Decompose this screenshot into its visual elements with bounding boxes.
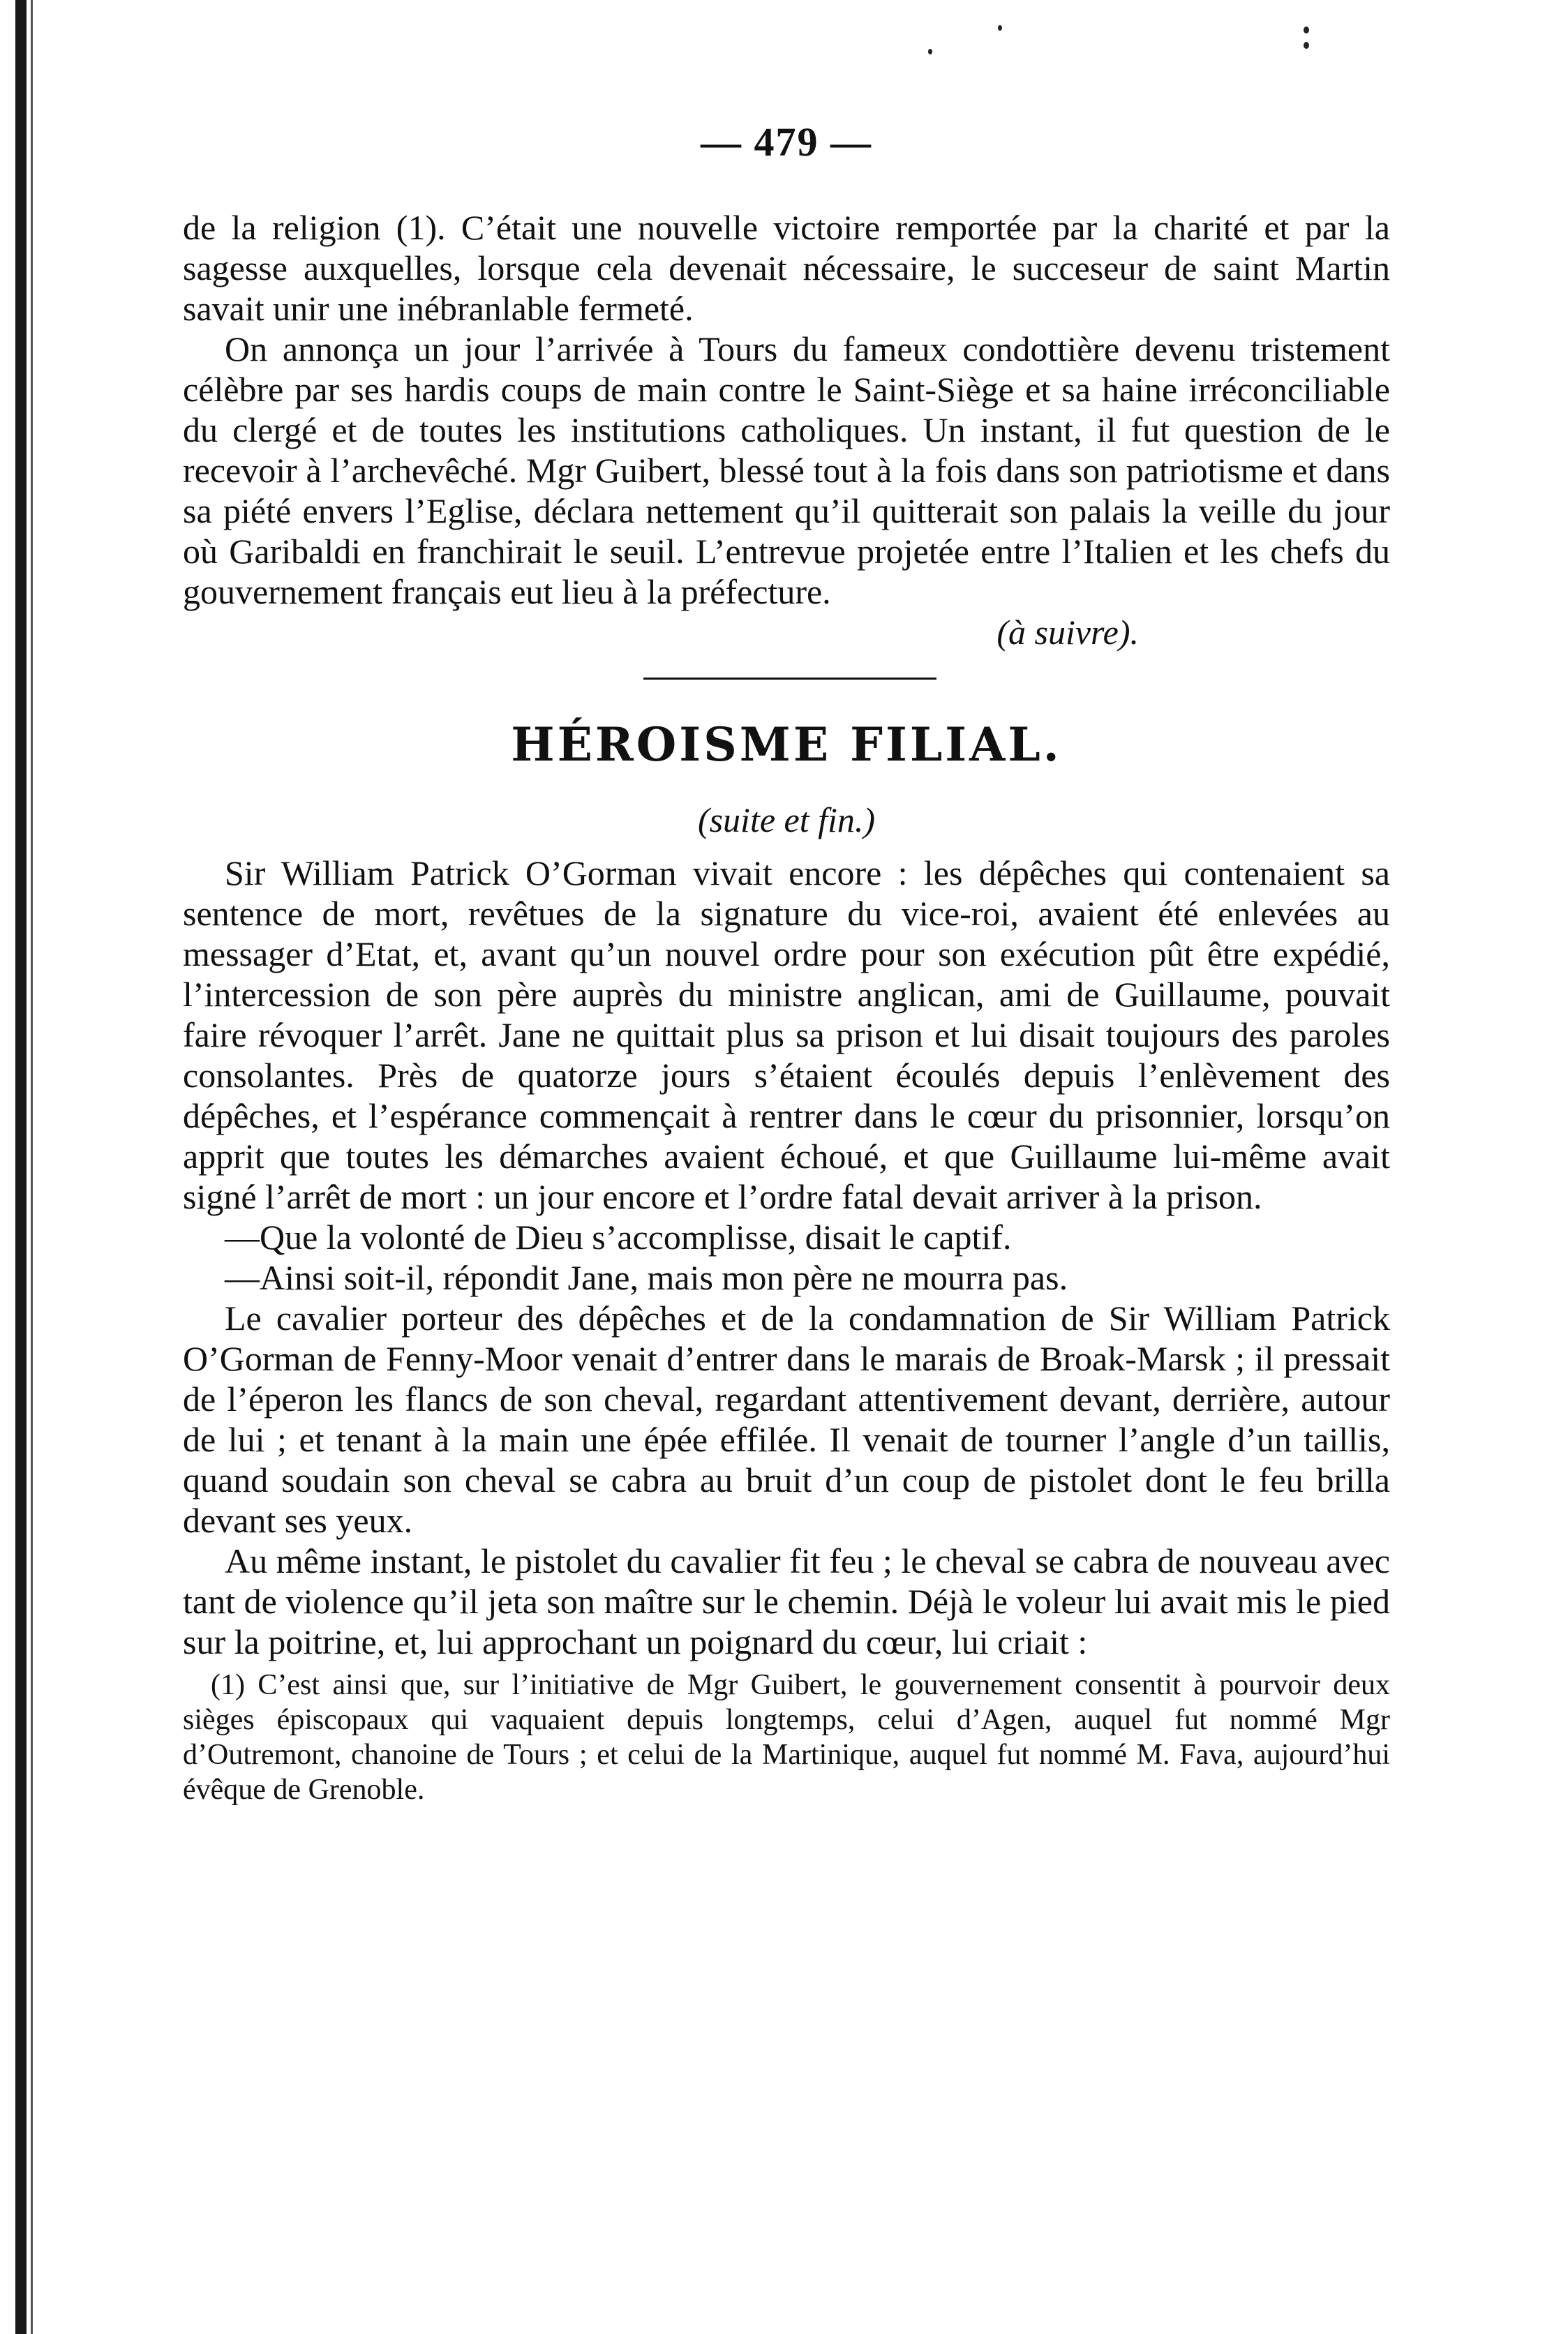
paragraph-attack: Au même instant, le pistolet du cavalier fit feu ; le cheval se cabra de nouveau avec tant de violence qu’il jeta son maître sur le chemin. Déjà le voleur lui avait mis le pied sur la poitrine, et, lui approchant un poignard du cœur, lui criait : (183, 1541, 1390, 1661)
page-spine-shadow (15, 0, 27, 2334)
speck (998, 25, 1002, 31)
paragraph-rider: Le cavalier porteur des dépêches et de la condamnation de Sir William Patrick O’Gorman de Fenny-Moor venait d’entrer dans le marais de Broak-Marsk ; il pressait de l’éperon les flancs de son cheval, regardant attentivement devant, derrière, autour de lui ; et tenant à la main une épée effilée. Il venait de tourner l’angle d’un taillis, quand soudain son cheval se cabra au bruit d’un coup de pistolet dont le feu brilla devant ses yeux. (183, 1299, 1390, 1540)
page-number: — 479 — (701, 119, 872, 165)
section-divider (643, 678, 936, 680)
dialogue-jane: —Ainsi soit-il, répondit Jane, mais mon père ne mourra pas. (225, 1258, 1068, 1297)
section-subtitle: (suite et fin.) (697, 800, 876, 839)
page-spine-edge (31, 0, 33, 2334)
paragraph-garibaldi: On annonça un jour l’arrivée à Tours du fameux condottière devenu tristement célèbre par ses hardis coups de main contre le Saint-Siège et sa haine irréconciliable du clergé et de toutes les institutions catholiques. Un instant, il fut question de le recevoir à l’archevêché. Mgr Guibert, blessé tout à la fois dans son patriotisme et dans sa piété envers l’Eglise, déclara nettement qu’il quitterait son palais la veille du jour où Garibaldi en franchirait le seuil. L’entrevue projetée entre l’Italien et les chefs du gouvernement français eut lieu à la préfecture. (183, 329, 1390, 611)
to-be-continued: (à suivre). (996, 613, 1139, 652)
book-page (183, 119, 1390, 1807)
speck (928, 49, 932, 54)
paragraph-intro-continued: de la religion (1). C’était une nouvelle victoire remportée par la charité et par la sagesse auxquelles, lorsque cela devenait nécessaire, le succeseur de saint Martin savait unir une inébranlable fermeté. (183, 208, 1390, 328)
footnote: (1) C’est ainsi que, sur l’initiative de Mgr Guibert, le gouvernement consentit à pourvoir deux sièges épiscopaux qui vaquaient depuis longtemps, celui d’Agen, auquel fut nommé Mgr d’Outremont, chanoine de Tours ; et celui de la Martinique, auquel fut nommé M. Fava, aujourd’hui évêque de Grenoble. (183, 1669, 1390, 1806)
speck (1304, 27, 1309, 33)
speck (1304, 42, 1309, 49)
section-title: HÉROISME FILIAL. (511, 717, 1062, 772)
paragraph-sentence: Sir William Patrick O’Gorman vivait encore : les dépêches qui contenaient sa sentence de mort, revêtues de la signature du vice-roi, avaient été enlevées au messager d’Etat, et, avant qu’un nouvel ordre pour son exécution pût être expédié, l’intercession de son père auprès du ministre anglican, ami de Guillaume, pouvait faire révoquer l’arrêt. Jane ne quittait plus sa prison et lui disait toujours des paroles consolantes. Près de quatorze jours s’étaient écoulés depuis l’enlèvement des dépêches, et l’espérance commençait à rentrer dans le cœur du prisonnier, lorsqu’on apprit que toutes les démarches avaient échoué, et que Guillaume lui-même avait signé l’arrêt de mort : un jour encore et l’ordre fatal devait arriver à la prison. (183, 853, 1390, 1216)
dialogue-captive: —Que la volonté de Dieu s’accomplisse, disait le captif. (225, 1218, 1012, 1257)
